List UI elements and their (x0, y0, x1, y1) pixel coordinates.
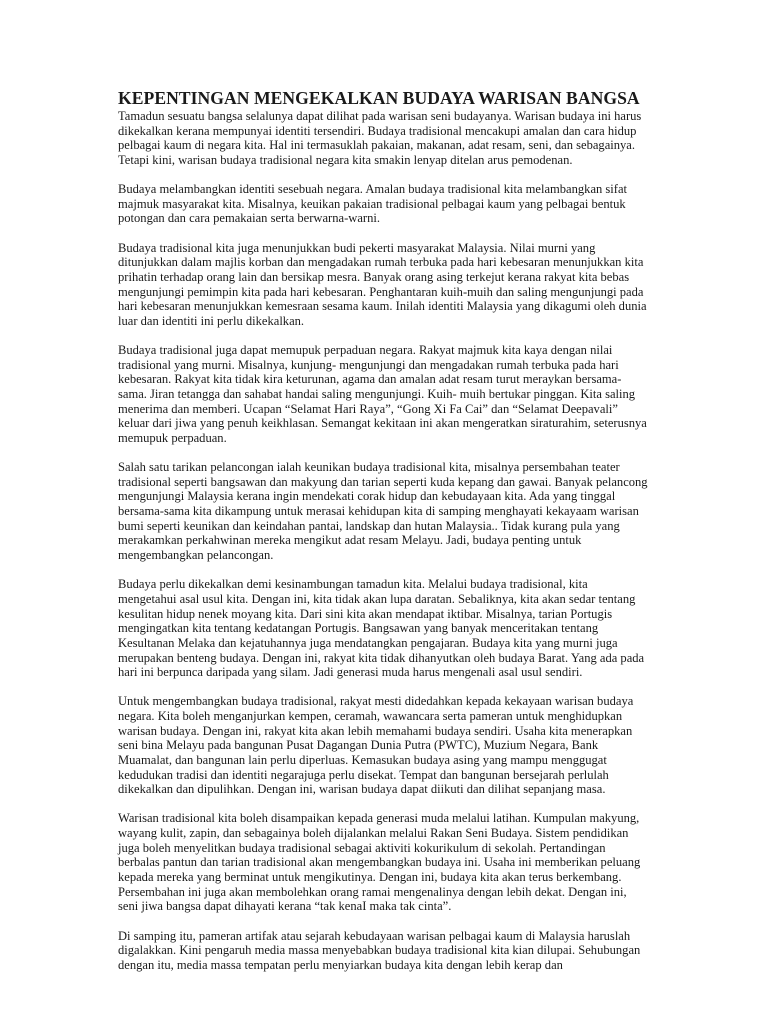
paragraph-7: Untuk mengembangkan budaya tradisional, rakyat mesti didedahkan kepada kekayaan warisan budaya negara. Kita boleh menganjurkan kempen, ceramah, wawancara serta pameran untuk menghidupkan warisan budaya. Dengan ini, rakyat kita akan lebih memahami budaya sendiri. Usaha kita menerapkan seni bina Melayu pada bangunan Pusat Dagangan Dunia Putra (PWTC), Muzium Negara, Bank Muamalat, dan bangunan lain perlu diperluas. Kemasukan budaya asing yang mampu menggugat kedudukan tradisi dan identiti negarajuga perlu disekat. Tempat dan bangunan bersejarah perlulah dikekalkan dan dipulihkan. Dengan ini, warisan budaya dapat diikuti dan dilihat sepanjang masa. (118, 694, 634, 797)
document-title: KEPENTINGAN MENGEKALKAN BUDAYA WARISAN BANGSA (118, 88, 640, 108)
document-page (118, 87, 648, 972)
paragraph-2: Budaya melambangkan identiti sesebuah negara. Amalan budaya tradisional kita melambangkan sifat majmuk masyarakat kita. Misalnya, keuikan pakaian tradisional pelbagai kaum yang pelbagai bentuk potongan dan cara pemakaian serta berwarna-warni. (118, 182, 628, 226)
paragraph-3: Budaya tradisional kita juga menunjukkan budi pekerti masyarakat Malaysia. Nilai murni yang ditunjukkan dalam majlis korban dan mengadakan rumah terbuka pada hari kebesaran menunjukkan kita prihatin terhadap orang lain dan bersikap mesra. Banyak orang asing terkejut kerana rakyat kita bebas mengunjungi pemimpin kita pada hari kebesaran. Penghantaran kuih-muih dan saling mengunjungi pada hari kebesaran menunjukkan kemesraan sesama kaum. Inilah identiti Malaysia yang dikagumi oleh dunia luar dan identiti ini perlu dikekalkan. (118, 240, 647, 328)
paragraph-5: Salah satu tarikan pelancongan ialah keunikan budaya tradisional kita, misalnya persembahan teater tradisional seperti bangsawan dan makyung dan tarian seperti kuda kepang dan gawai. Banyak pelancong mengunjungi Malaysia kerana ingin mendekati corak hidup dan kebudayaan kita. Ada yang tinggal bersama-sama kita dikampung untuk merasai kehidupan kita di samping menghayati kekayaam warisan bumi seperti keunikan dan keindahan pantai, landskap dan hutan Malaysia.. Tidak kurang pula yang merakamkan perkahwinan mereka mengikut adat resam Melayu. Jadi, budaya penting untuk mengembangkan pelancongan. (118, 460, 648, 563)
paragraph-6: Budaya perlu dikekalkan demi kesinambungan tamadun kita. Melalui budaya tradisional, kita mengetahui asal usul kita. Dengan ini, kita tidak akan lupa daratan. Sebaliknya, kita akan sedar tentang kesulitan hidup nenek moyang kita. Dari sini kita akan mendapat iktibar. Misalnya, tarian Portugis mengingatkan kita tentang kedatangan Portugis. Bangsawan yang banyak menceritakan tentang Kesultanan Melaka dan kejatuhannya juga mendatangkan pengajaran. Budaya kita yang murni juga merupakan benteng budaya. Dengan ini, rakyat kita tidak dihanyutkan oleh budaya Barat. Yang ada pada hari ini berpunca daripada yang silam. Jadi generasi muda harus mengenali asal usul sendiri. (118, 577, 645, 680)
paragraph-9: Di samping itu, pameran artifak atau sejarah kebudayaan warisan pelbagai kaum di Malaysia haruslah digalakkan. Kini pengaruh media massa menyebabkan budaya tradisional kita kian dilupai. Sehubungan dengan itu, media massa tempatan perlu menyiarkan budaya kita dengan lebih kerap dan (118, 928, 641, 972)
paragraph-8: Warisan tradisional kita boleh disampaikan kepada generasi muda melalui latihan. Kumpulan makyung, wayang kulit, zapin, dan sebagainya boleh dijalankan melalui Rakan Seni Budaya. Sistem pendidikan juga boleh menyelitkan budaya tradisional sebagai aktiviti kokurikulum di sekolah. Pertandingan berbalas pantun dan tarian tradisional akan mengembangkan budaya ini. Usaha ini memberikan peluang kepada mereka yang berminat untuk mengikutinya. Dengan ini, budaya kita akan terus berkembang. Persembahan ini juga akan membolehkan orang ramai mengenalinya dengan lebih dekat. Dengan ini, seni jiwa bangsa dapat dihayati kerana “tak kenaI maka tak cinta”. (118, 811, 641, 914)
paragraph-1: Tamadun sesuatu bangsa selalunya dapat dilihat pada warisan seni budayanya. Warisan budaya ini harus dikekalkan kerana mempunyai identiti tersendiri. Budaya tradisional mencakupi amalan dan cara hidup pelbagai kaum di negara kita. Hal ini termasuklah pakaian, makanan, adat resam, seni, dan sebagainya. Tetapi kini, warisan budaya tradisional negara kita smakin lenyap ditelan arus pemodenan. (118, 109, 642, 167)
paragraph-4: Budaya tradisional juga dapat memupuk perpaduan negara. Rakyat majmuk kita kaya dengan nilai tradisional yang murni. Misalnya, kunjung- mengunjungi dan mengadakan rumah terbuka pada hari kebesaran. Rakyat kita tidak kira keturunan, agama dan amalan adat resam turut meraykan bersama-sama. Jiran tetangga dan sahabat handai saling mengunjungi. Kuih- muih bertukar pinggan. Kita saling menerima dan memberi. Ucapan “Selamat Hari Raya”, “Gong Xi Fa Cai” dan “Selamat Deepavali” keluar dari jiwa yang penuh keikhlasan. Semangat kekitaan ini akan mengeratkan siraturahim, seterusnya memupuk perpaduan. (118, 343, 647, 445)
